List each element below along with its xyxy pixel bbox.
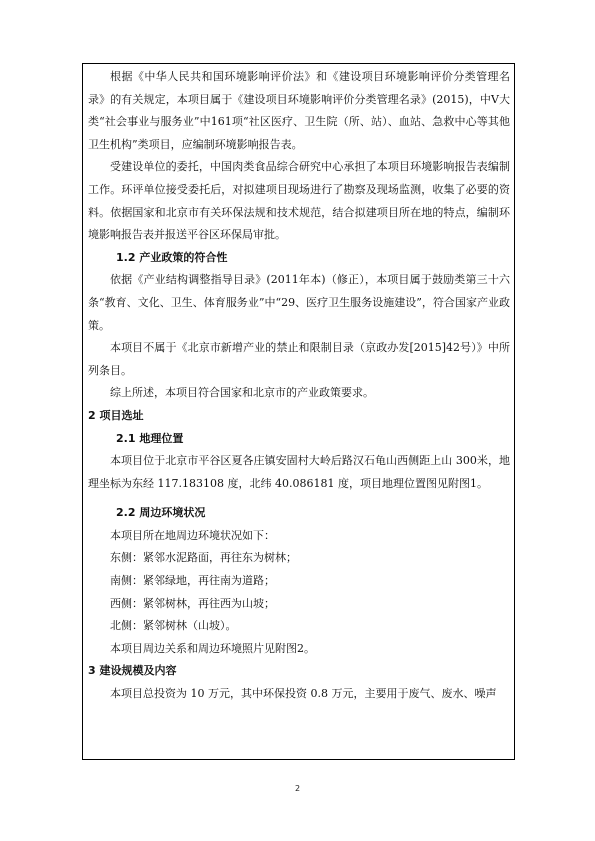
paragraph: 本项目不属于《北京市新增产业的禁止和限制目录（京政办发[2015]42号）》中所列条目。 <box>88 341 510 377</box>
paragraph: 受建设单位的委托，中国肉类食品综合研究中心承担了本项目环境影响报告表编制工作。环评单位接受委托后，对拟建项目现场进行了勘察及现场监测，收集了必要的资料。依据国家和北京市有关环保法规和技术规范，结合拟建项目所在地的特点，编制环境影响报告表并报送平谷区环保局审批。 <box>88 160 510 242</box>
paragraph: 北侧：紧邻树林（山坡）。 <box>110 619 237 633</box>
paragraph: 西侧：紧邻树林，再往西为山坡； <box>110 596 275 610</box>
paragraph: 依据《产业结构调整指导目录》(2011年本)（修正），本项目属于鼓励类第三十六条“教育、文化、卫生、体育服务业”中“29、医疗卫生服务设施建设”，符合国家产业政策。 <box>88 273 510 332</box>
section-heading-2-1: 2.1 地理位置 <box>116 431 184 445</box>
paragraph: 本项目所在地周边环境状况如下： <box>110 528 275 542</box>
document-body <box>88 66 510 706</box>
section-heading-2: 2 项目选址 <box>88 408 144 422</box>
paragraph: 本项目总投资为 10 万元，其中环保投资 0.8 万元，主要用于废气、废水、噪声 <box>110 687 497 701</box>
paragraph: 南侧：紧邻绿地，再往南为道路； <box>110 574 275 588</box>
section-heading-1-2: 1.2 产业政策的符合性 <box>116 250 228 264</box>
paragraph: 本项目位于北京市平谷区夏各庄镇安固村大岭后路汉石龟山西侧距上山 300米，地理坐标为东经 117.183108 度，北纬 40.086181 度，项目地理位置图见附图1。 <box>88 454 510 490</box>
page-number: 2 <box>294 784 301 793</box>
paragraph: 东侧：紧邻水泥路面，再往东为树林； <box>110 551 297 565</box>
paragraph: 本项目周边关系和周边环境照片见附图2。 <box>110 641 315 655</box>
section-heading-3: 3 建设规模及内容 <box>88 664 177 678</box>
paragraph: 综上所述，本项目符合国家和北京市的产业政策要求。 <box>110 386 374 400</box>
section-heading-2-2: 2.2 周边环境状况 <box>116 506 206 520</box>
paragraph: 根据《中华人民共和国环境影响评价法》和《建设项目环境影响评价分类管理名录》的有关规定，本项目属于《建设项目环境影响评价分类管理名录》(2015)，中Ⅴ大类“社会事业与服务业”中161项“社区医疗、卫生院（所、站）、血站、急救中心等其他卫生机构”类项目，应编制环境影响报告表。 <box>88 70 510 151</box>
spacer <box>88 495 510 502</box>
